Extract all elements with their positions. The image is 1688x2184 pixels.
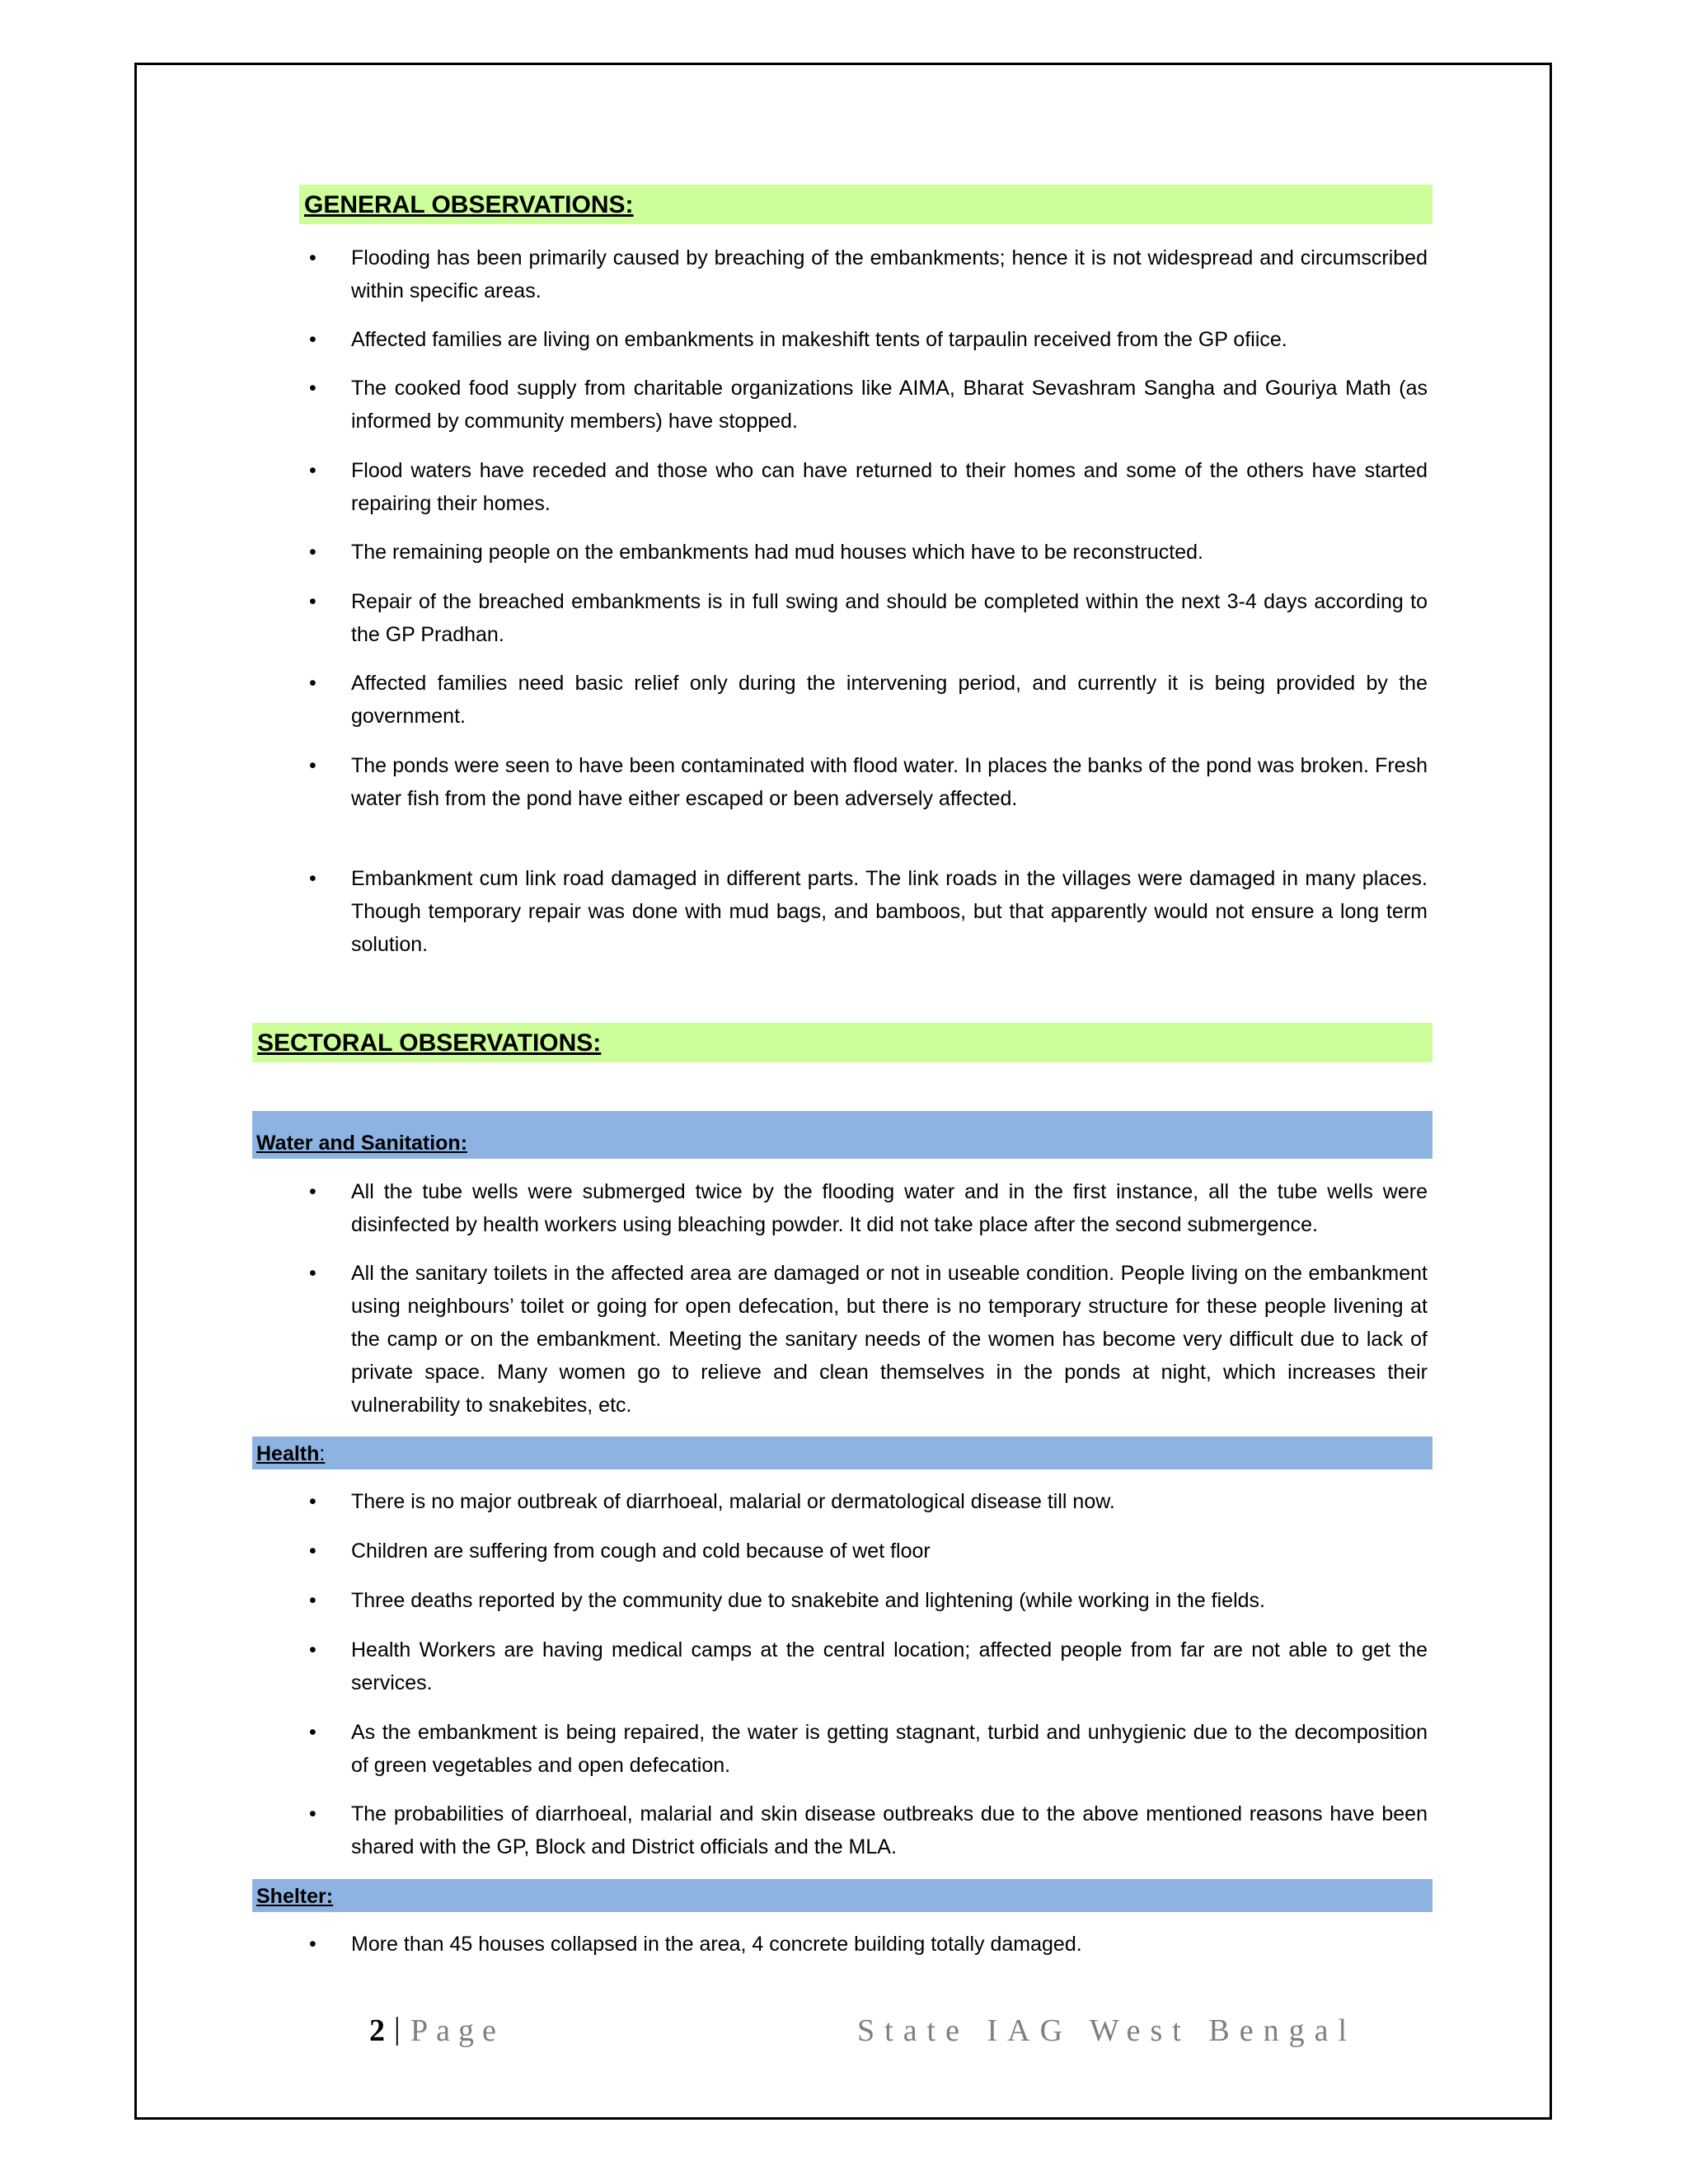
footer-separator: | [394,2012,401,2046]
health-heading-band [252,1436,1432,1469]
bullet-icon: • [309,377,316,400]
list-item-text: Affected families are living on embankments in makeshift tents of tarpaulin received from the GP ofiice. [351,328,1287,351]
list-item-text: Affected families need basic relief only during the intervening period, and currently it is being provided by the government. [351,672,1428,728]
page-number: 2 [369,2013,385,2048]
bullet-icon: • [309,867,316,890]
list-item-text: Health Workers are having medical camps at the central location; affected people from far are not able to get the services. [351,1638,1428,1694]
list-item-text: Flooding has been primarily caused by breaching of the embankments; hence it is not widespread and circumscribed within specific areas. [351,246,1428,302]
list-item-text: There is no major outbreak of diarrhoeal, malarial or dermatological disease till now. [351,1490,1115,1513]
list-item-text: The ponds were seen to have been contaminated with flood water. In places the banks of the pond was broken. Fresh water fish from the pond have either escaped or been adversely affected. [351,754,1428,810]
bullet-icon: • [309,1490,316,1513]
general-observations-heading-band [299,185,1432,224]
list-item-text: As the embankment is being repaired, the water is getting stagnant, turbid and unhygienic due to the decomposition of green vegetables and open defecation. [351,1721,1428,1777]
list-item-text: More than 45 houses collapsed in the area, 4 concrete building totally damaged. [351,1933,1082,1956]
bullet-icon: • [309,328,316,351]
footer-organization: State IAG West Bengal [857,2013,1357,2048]
sectoral-observations-heading: SECTORAL OBSERVATIONS: [257,1029,602,1057]
list-item-text: The cooked food supply from charitable organizations like AIMA, Bharat Sevashram Sangha and Gouriya Math (as informed by community members) have stopped. [351,377,1428,433]
sectoral-observations-heading-band [252,1023,1432,1062]
bullet-icon: • [309,1262,316,1285]
bullet-icon: • [309,1540,316,1563]
health-heading-colon: : [319,1442,326,1465]
bullet-icon: • [309,1638,316,1661]
health-heading [256,1442,325,1466]
bullet-icon: • [309,754,316,777]
list-item-text: Repair of the breached embankments is in full swing and should be completed within the next 3-4 days according to the GP Pradhan. [351,590,1428,646]
water-sanitation-heading-band [252,1111,1432,1159]
health-heading-text: Health [256,1442,320,1465]
bullet-icon: • [309,590,316,613]
list-item-text: All the sanitary toilets in the affected area are damaged or not in useable condition. People living on the embankment using neighbours’ toilet or going for open defecation, but there is no temporary structure for these people livening at the camp or on the embankment. Meeting the sanitary needs of the women has become very difficult due to lack of private space. Many women go to relieve and clean themselves in the ponds at night, which increases their vulnerability to snakebites, etc. [351,1262,1428,1417]
shelter-heading-band [252,1879,1432,1912]
bullet-icon: • [309,541,316,564]
list-item-text: The probabilities of diarrhoeal, malarial and skin disease outbreaks due to the above mentioned reasons have been shared with the GP, Block and District officials and the MLA. [351,1802,1428,1858]
list-item-text: The remaining people on the embankments had mud houses which have to be reconstructed. [351,541,1203,564]
shelter-heading: Shelter: [256,1885,334,1908]
bullet-icon: • [309,459,316,482]
bullet-icon: • [309,1180,316,1203]
bullet-icon: • [309,672,316,695]
list-item-text: Flood waters have receded and those who can have returned to their homes and some of the others have started repairing their homes. [351,459,1428,515]
bullet-icon: • [309,1933,316,1956]
list-item-text: Embankment cum link road damaged in different parts. The link roads in the villages were damaged in many places. Though temporary repair was done with mud bags, and bamboos, but that apparently would not ensure a long term solution. [351,867,1428,956]
list-item-text: Children are suffering from cough and cold because of wet floor [351,1540,931,1563]
list-item-text: Three deaths reported by the community due to snakebite and lightening (while working in the fields. [351,1589,1265,1612]
bullet-icon: • [309,1589,316,1612]
page-label: Page [410,2013,504,2048]
bullet-icon: • [309,246,316,269]
water-sanitation-heading: Water and Sanitation: [256,1132,468,1155]
general-observations-heading: GENERAL OBSERVATIONS: [304,191,634,218]
list-item-text: All the tube wells were submerged twice by the flooding water and in the first instance, all the tube wells were disinfected by health workers using bleaching powder. It did not take place after the second submergence. [351,1180,1428,1236]
bullet-icon: • [309,1721,316,1744]
bullet-icon: • [309,1802,316,1825]
